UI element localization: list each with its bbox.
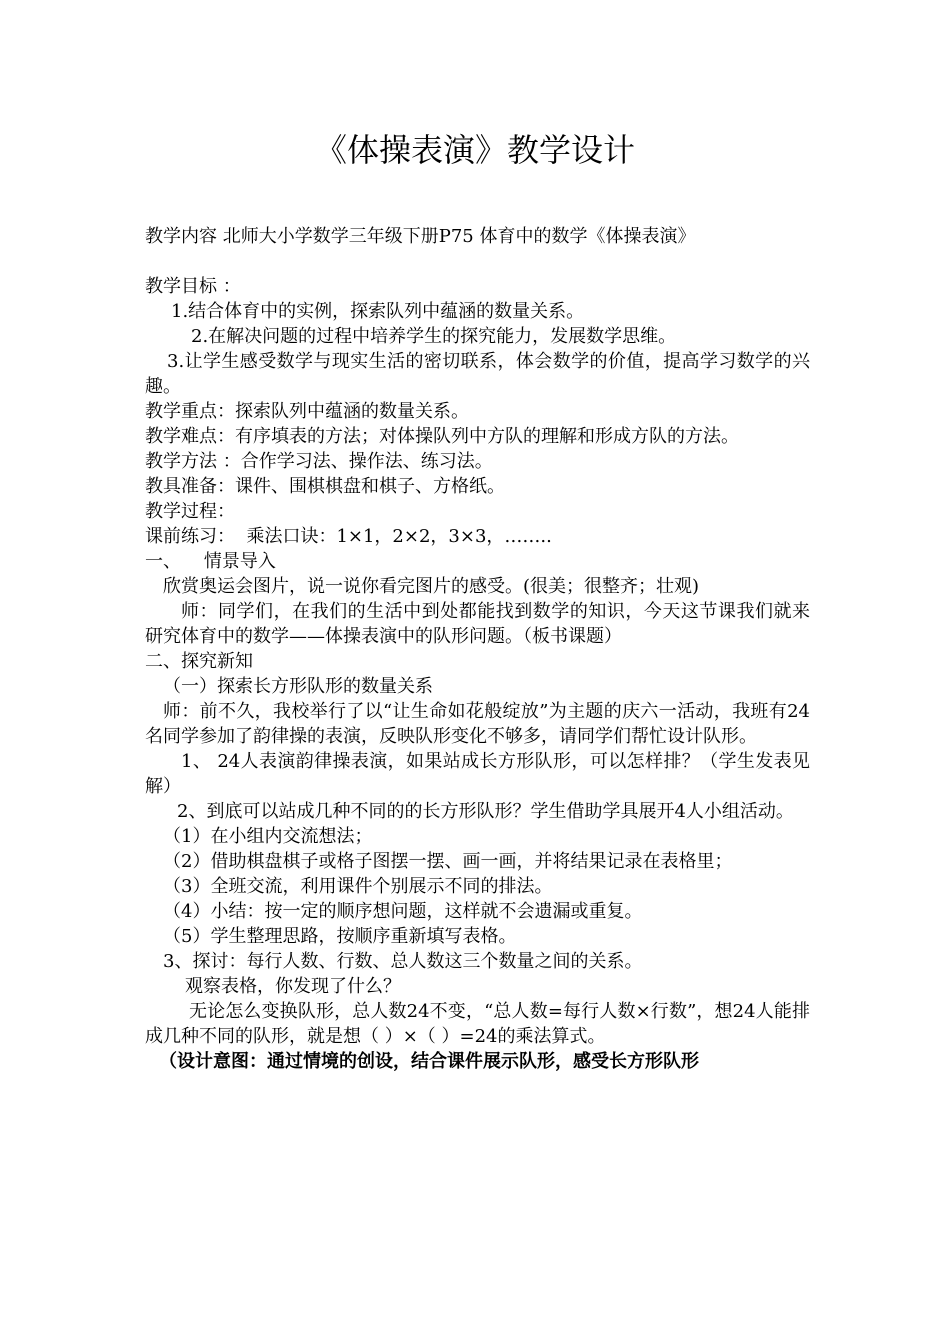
- design-intent: （设计意图：通过情境的创设，结合课件展示队形，感受长方形队形: [159, 1051, 699, 1072]
- step-4: （4）小结：按一定的顺序想问题，这样就不会遗漏或重复。: [163, 901, 643, 922]
- teaching-content: 教学内容 北师大小学数学三年级下册P75 体育中的数学《体操表演》: [145, 226, 696, 247]
- teaching-goals-heading: 教学目标 ：: [145, 276, 241, 297]
- subsection-1-heading: （一）探索长方形队形的数量关系: [163, 676, 433, 697]
- teaching-key-point: 教学重点：探索队列中蕴涵的数量关系。: [145, 401, 469, 422]
- document-title: 《体操表演》教学设计: [314, 131, 635, 169]
- goal-1: 1.结合体育中的实例，探索队列中蕴涵的数量关系。: [171, 301, 585, 322]
- section-1-para-1: 欣赏奥运会图片，说一说你看完图片的感受。(很美；很整齐；壮观): [163, 576, 700, 597]
- step-3: （3）全班交流，利用课件个别展示不同的排法。: [163, 876, 553, 897]
- step-2: （2）借助棋盘棋子或格子图摆一摆、画一画，并将结果记录在表格里；: [163, 851, 733, 872]
- section-2-para-1: 师：前不久，我校举行了以“让生命如花般绽放”为主题的庆六一活动，我班有24名同学参加了韵律操的表演，反映队形变化不够多，请同学们帮忙设计队形。: [145, 701, 810, 747]
- conclusion: 无论怎么变换队形，总人数24不变，“总人数=每行人数×行数”，想24人能排成几种不同的队形，就是想（ ）×（ ）=24的乘法算式。: [145, 1001, 810, 1047]
- section-2-item-3: 3、探讨：每行人数、行数、总人数这三个数量之间的关系。: [163, 951, 643, 972]
- observe-table: 观察表格，你发现了什么？: [185, 976, 401, 997]
- teaching-method: 教学方法 ：合作学习法、操作法、练习法。: [145, 451, 493, 472]
- section-2-item-1: 1、 24人表演韵律操表演，如果站成长方形队形，可以怎样排？（学生发表见解）: [145, 751, 810, 797]
- section-2-item-2: 2、到底可以站成几种不同的的长方形队形？学生借助学具展开4人小组活动。: [177, 801, 794, 822]
- pre-class-practice: 课前练习： 乘法口诀：1×1，2×2，3×3，……..: [145, 526, 552, 547]
- goal-3: 3.让学生感受数学与现实生活的密切联系，体会数学的价值，提高学习数学的兴趣。: [145, 351, 810, 397]
- section-1-heading: 一、 情景导入: [145, 551, 276, 572]
- step-5: （5）学生整理思路，按顺序重新填写表格。: [163, 926, 517, 947]
- goal-2: 2.在解决问题的过程中培养学生的探究能力，发展数学思维。: [191, 326, 677, 347]
- step-1: （1）在小组内交流想法；: [163, 826, 373, 847]
- teaching-materials: 教具准备：课件、围棋棋盘和棋子、方格纸。: [145, 476, 505, 497]
- teaching-difficulty: 教学难点：有序填表的方法；对体操队列中方队的理解和形成方队的方法。: [145, 426, 739, 447]
- document-body: [145, 224, 810, 1074]
- section-2-heading: 二、探究新知: [145, 651, 253, 672]
- spacer: [145, 249, 810, 274]
- teaching-process-heading: 教学过程：: [145, 501, 235, 522]
- section-1-para-2: 师：同学们，在我们的生活中到处都能找到数学的知识，今天这节课我们就来研究体育中的数学——体操表演中的队形问题。（板书课题）: [145, 601, 810, 647]
